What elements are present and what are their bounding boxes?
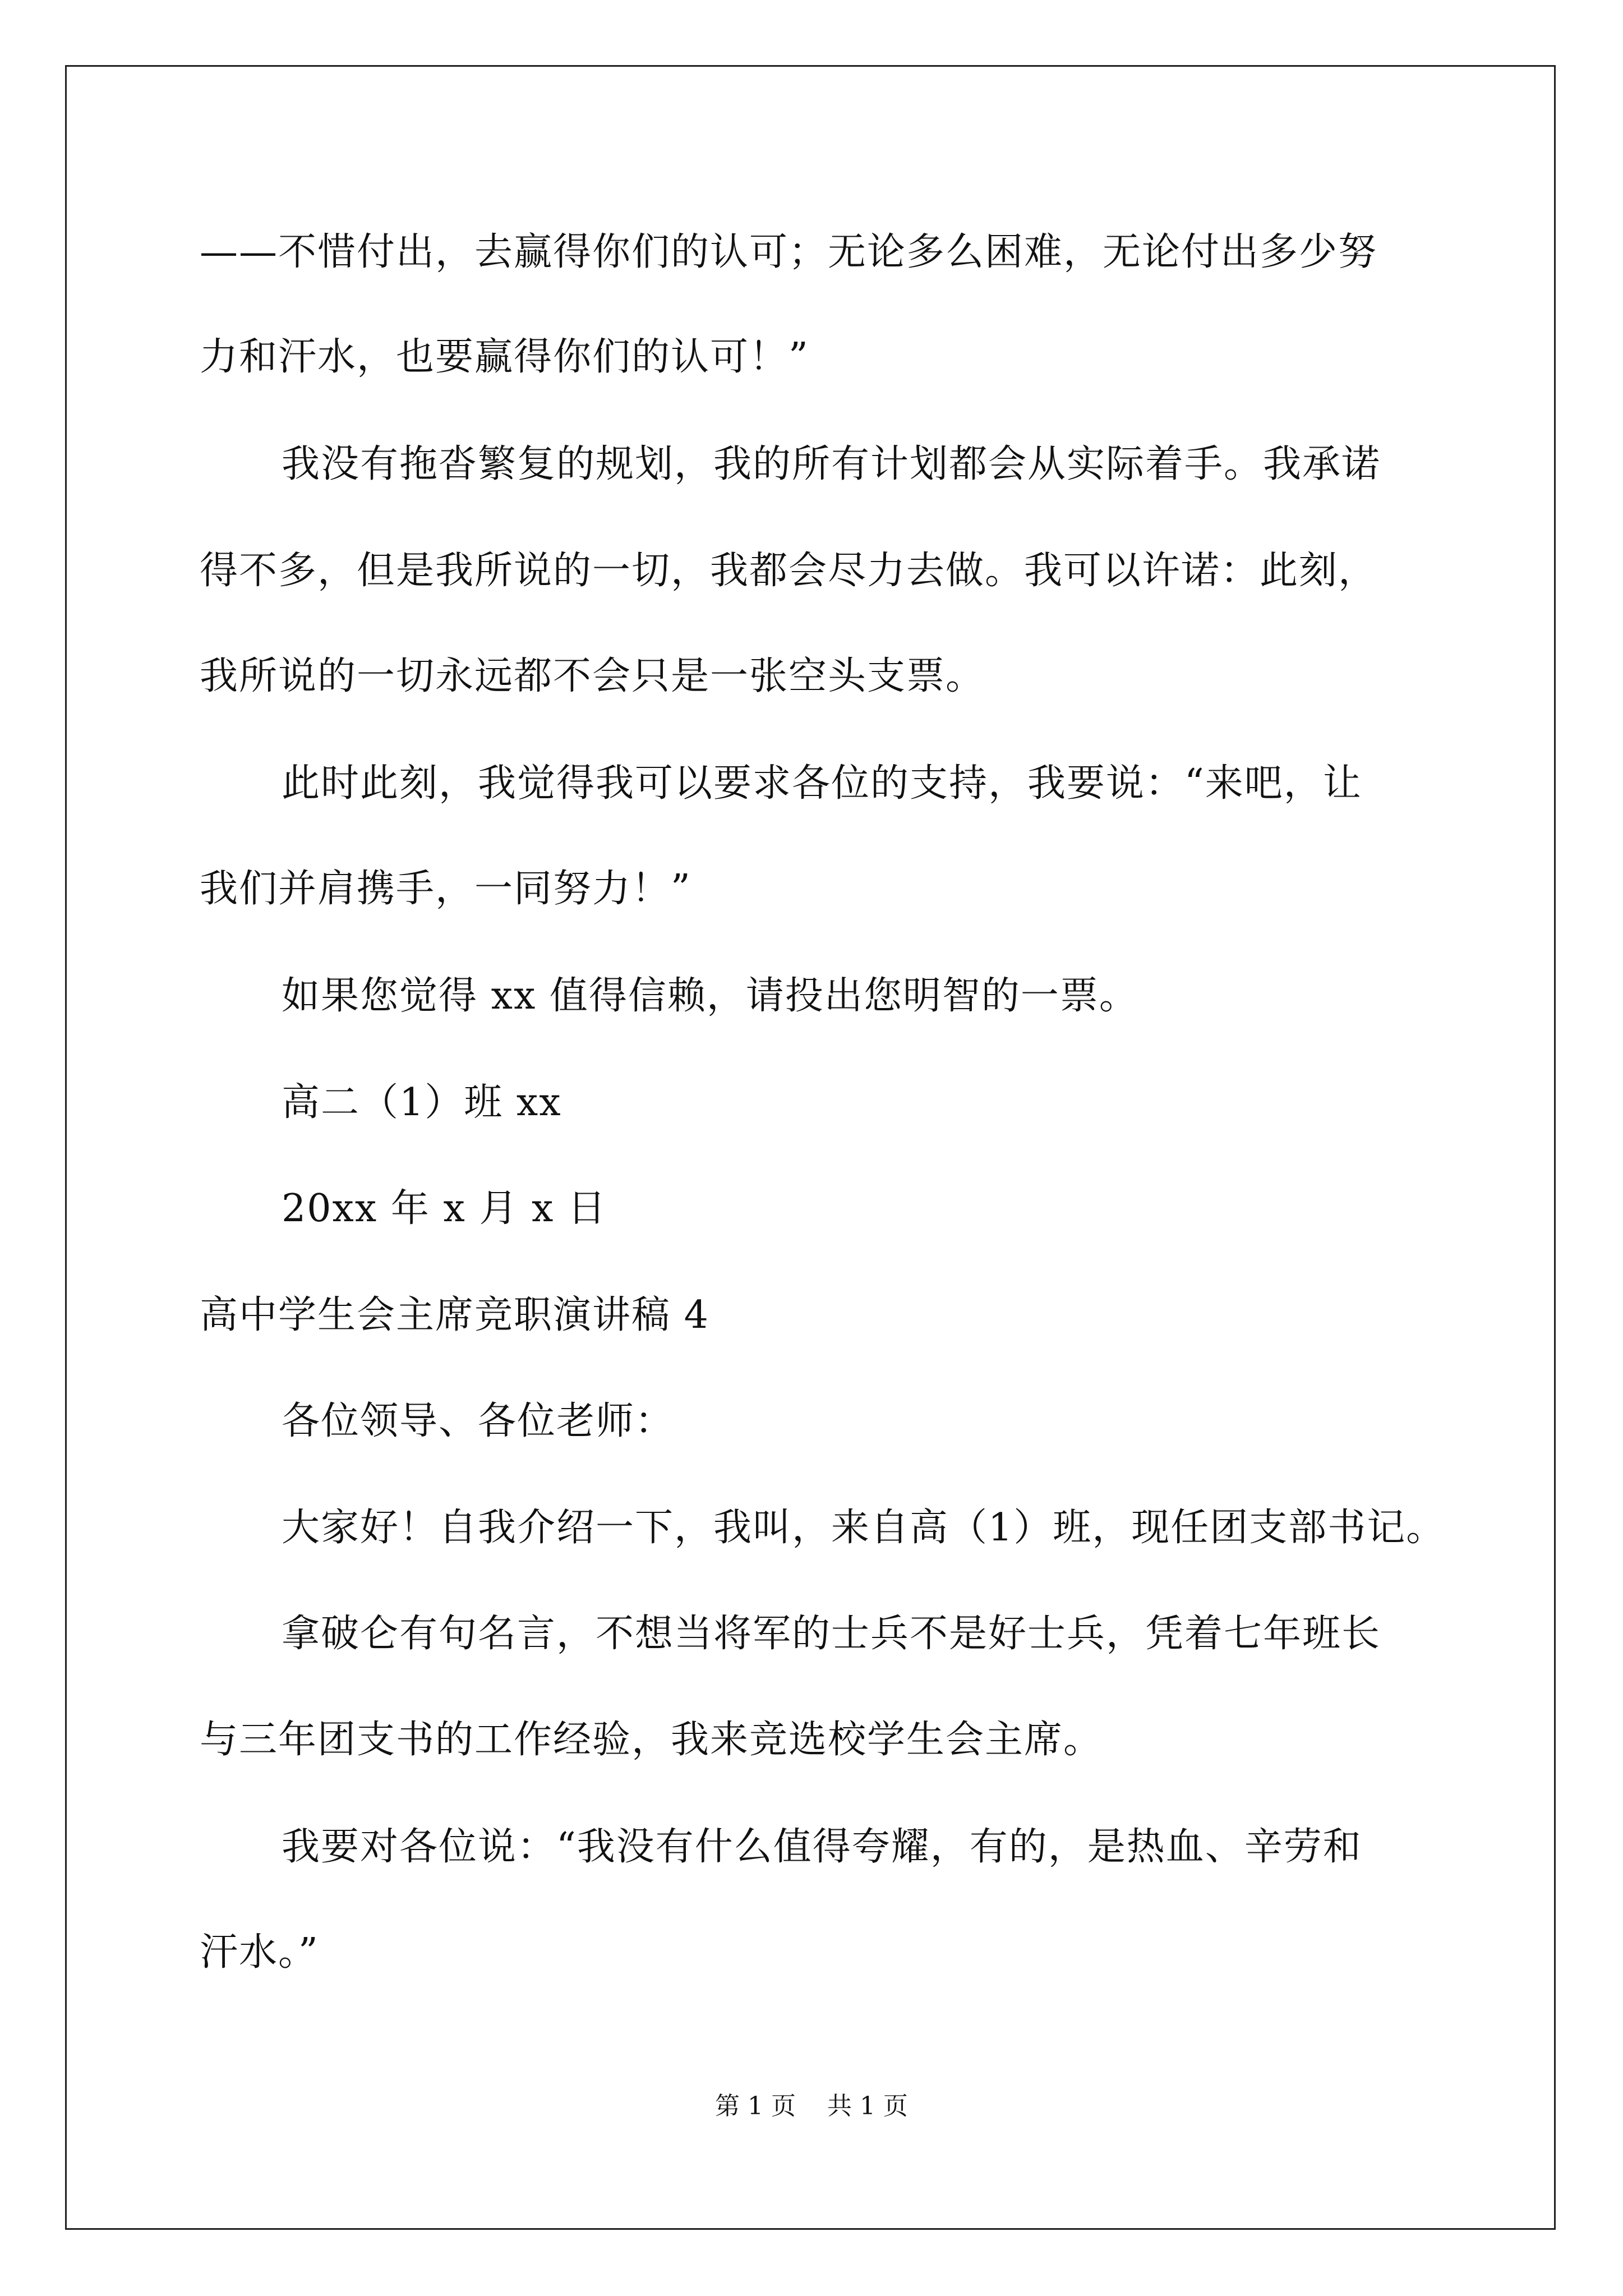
page-border (65, 65, 1556, 2230)
text-line: 高二（1）班 xx (282, 1080, 562, 1125)
text-line: 拿破仑有句名言，不想当将军的士兵不是好士兵，凭着七年班长 (282, 1612, 1381, 1656)
text-line: 如果您觉得 xx 值得信赖，请投出您明智的一票。 (282, 974, 1138, 1018)
text-line: 大家好！自我介绍一下，我叫，来自高（1）班，现任团支部书记。 (282, 1506, 1446, 1550)
salutation: 各位领导、各位老师： (282, 1399, 675, 1443)
text-line: 我没有拖沓繁复的规划，我的所有计划都会从实际着手。我承诺 (282, 442, 1381, 486)
section-heading: 高中学生会主席竞职演讲稿 4 (200, 1293, 709, 1337)
text-line: 我要对各位说：“我没有什么值得夸耀，有的，是热血、辛劳和 (282, 1825, 1362, 1869)
text-line: 我所说的一切永远都不会只是一张空头支票。 (200, 654, 985, 698)
text-line: 汗水。” (200, 1930, 319, 1975)
text-line: 此时此刻，我觉得我可以要求各位的支持，我要说：“来吧，让 (282, 761, 1362, 806)
text-line: ——不惜付出，去赢得你们的认可；无论多么困难，无论付出多少努 (200, 230, 1378, 274)
page-footer: 第 1 页 共 1 页 (715, 2092, 908, 2120)
text-line: 得不多，但是我所说的一切，我都会尽力去做。我可以许诺：此刻， (200, 549, 1378, 593)
date-line: 20xx 年 x 月 x 日 (282, 1186, 607, 1231)
text-line: 力和汗水，也要赢得你们的认可！” (200, 335, 809, 379)
text-line: 与三年团支书的工作经验，我来竞选校学生会主席。 (200, 1718, 1103, 1762)
text-line: 我们并肩携手，一同努力！” (200, 867, 691, 911)
